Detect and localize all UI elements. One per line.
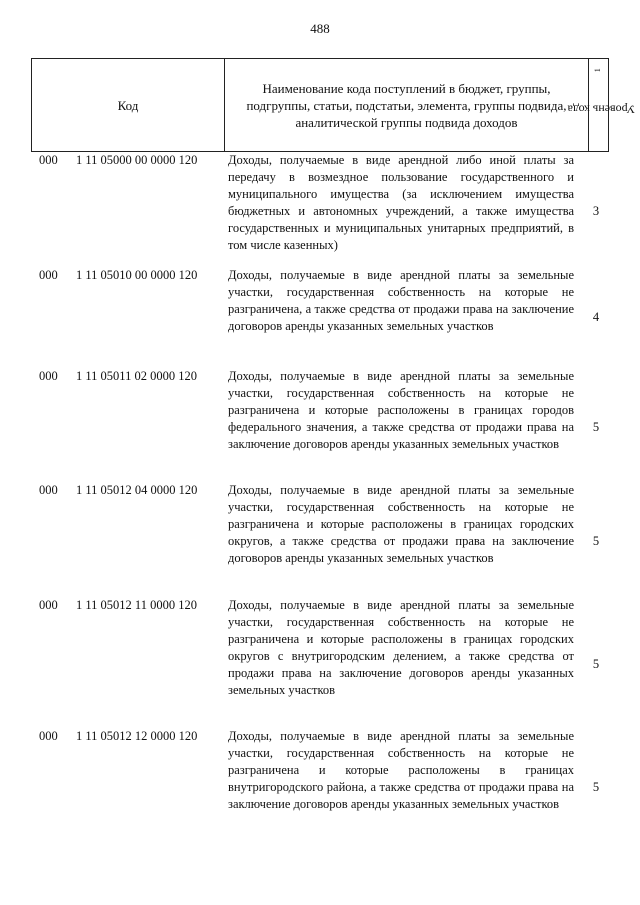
row-name: Доходы, получаемые в виде арендной либо иной платы за передачу в возмездное пользование государственного и муниципального имущества (за исключением имущества бюджетных и автономных учреждений, а также имущества государственных и муниципальных унитарных предприятий, в том числе казенных) xyxy=(228,153,574,252)
row-admin-code: 000 xyxy=(39,153,58,167)
header-level-footnote: 1 xyxy=(592,67,602,72)
row-admin-code: 000 xyxy=(39,369,58,383)
row-code: 1 11 05011 02 0000 120 xyxy=(76,369,197,383)
row-admin-code: 000 xyxy=(39,729,58,743)
header-code: Код xyxy=(32,59,225,151)
page-number: 488 xyxy=(310,21,330,36)
row-level: 5 xyxy=(592,780,600,794)
row-admin-code: 000 xyxy=(39,598,58,612)
row-code: 1 11 05000 00 0000 120 xyxy=(76,153,198,167)
row-level: 5 xyxy=(592,534,600,548)
header-level-label: Уровень кода xyxy=(567,102,635,116)
row-code: 1 11 05012 04 0000 120 xyxy=(76,483,198,497)
row-code: 1 11 05012 12 0000 120 xyxy=(76,729,198,743)
row-level: 4 xyxy=(592,310,600,324)
row-level: 5 xyxy=(592,657,600,671)
row-name: Доходы, получаемые в виде арендной платы за земельные участки, государственная собственность на которые не разграничена и которые расположены в границах внутригородского района, а также средства от продажи права на заключение договоров аренды указанных земельных участков xyxy=(228,729,574,811)
row-level: 3 xyxy=(592,204,600,218)
row-name: Доходы, получаемые в виде арендной платы за земельные участки, государственная собственность на которые не разграничена, а также средства от продажи права на заключение договоров аренды указанных земельных участков xyxy=(228,268,574,333)
row-name: Доходы, получаемые в виде арендной платы за земельные участки, государственная собственность на которые не разграничена и которые расположены в границах городских округов с внутригородским делением, а также средства от продажи права на заключение договоров аренды указанных земельных участков xyxy=(228,598,574,697)
table-header xyxy=(31,58,635,152)
row-name: Доходы, получаемые в виде арендной платы за земельные участки, государственная собственность на которые не разграничена и которые расположены в границах городских округов, а также средства от продажи права на заключение договоров аренды указанных земельных участков xyxy=(228,483,574,565)
header-name: Наименование кода поступлений в бюджет, группы, подгруппы, статьи, подстатьи, элемента, группы подвида, аналитической группы подвида доходов xyxy=(225,59,589,151)
row-admin-code: 000 xyxy=(39,483,58,497)
row-name: Доходы, получаемые в виде арендной платы за земельные участки, государственная собственность на которые не разграничена и которые расположены в границах городов федерального значения, а также средства от продажи права на заключение договоров аренды указанных земельных участков xyxy=(228,369,574,451)
row-code: 1 11 05010 00 0000 120 xyxy=(76,268,198,282)
row-admin-code: 000 xyxy=(39,268,58,282)
row-level: 5 xyxy=(592,420,600,434)
header-level xyxy=(567,59,635,151)
row-code: 1 11 05012 11 0000 120 xyxy=(76,598,197,612)
